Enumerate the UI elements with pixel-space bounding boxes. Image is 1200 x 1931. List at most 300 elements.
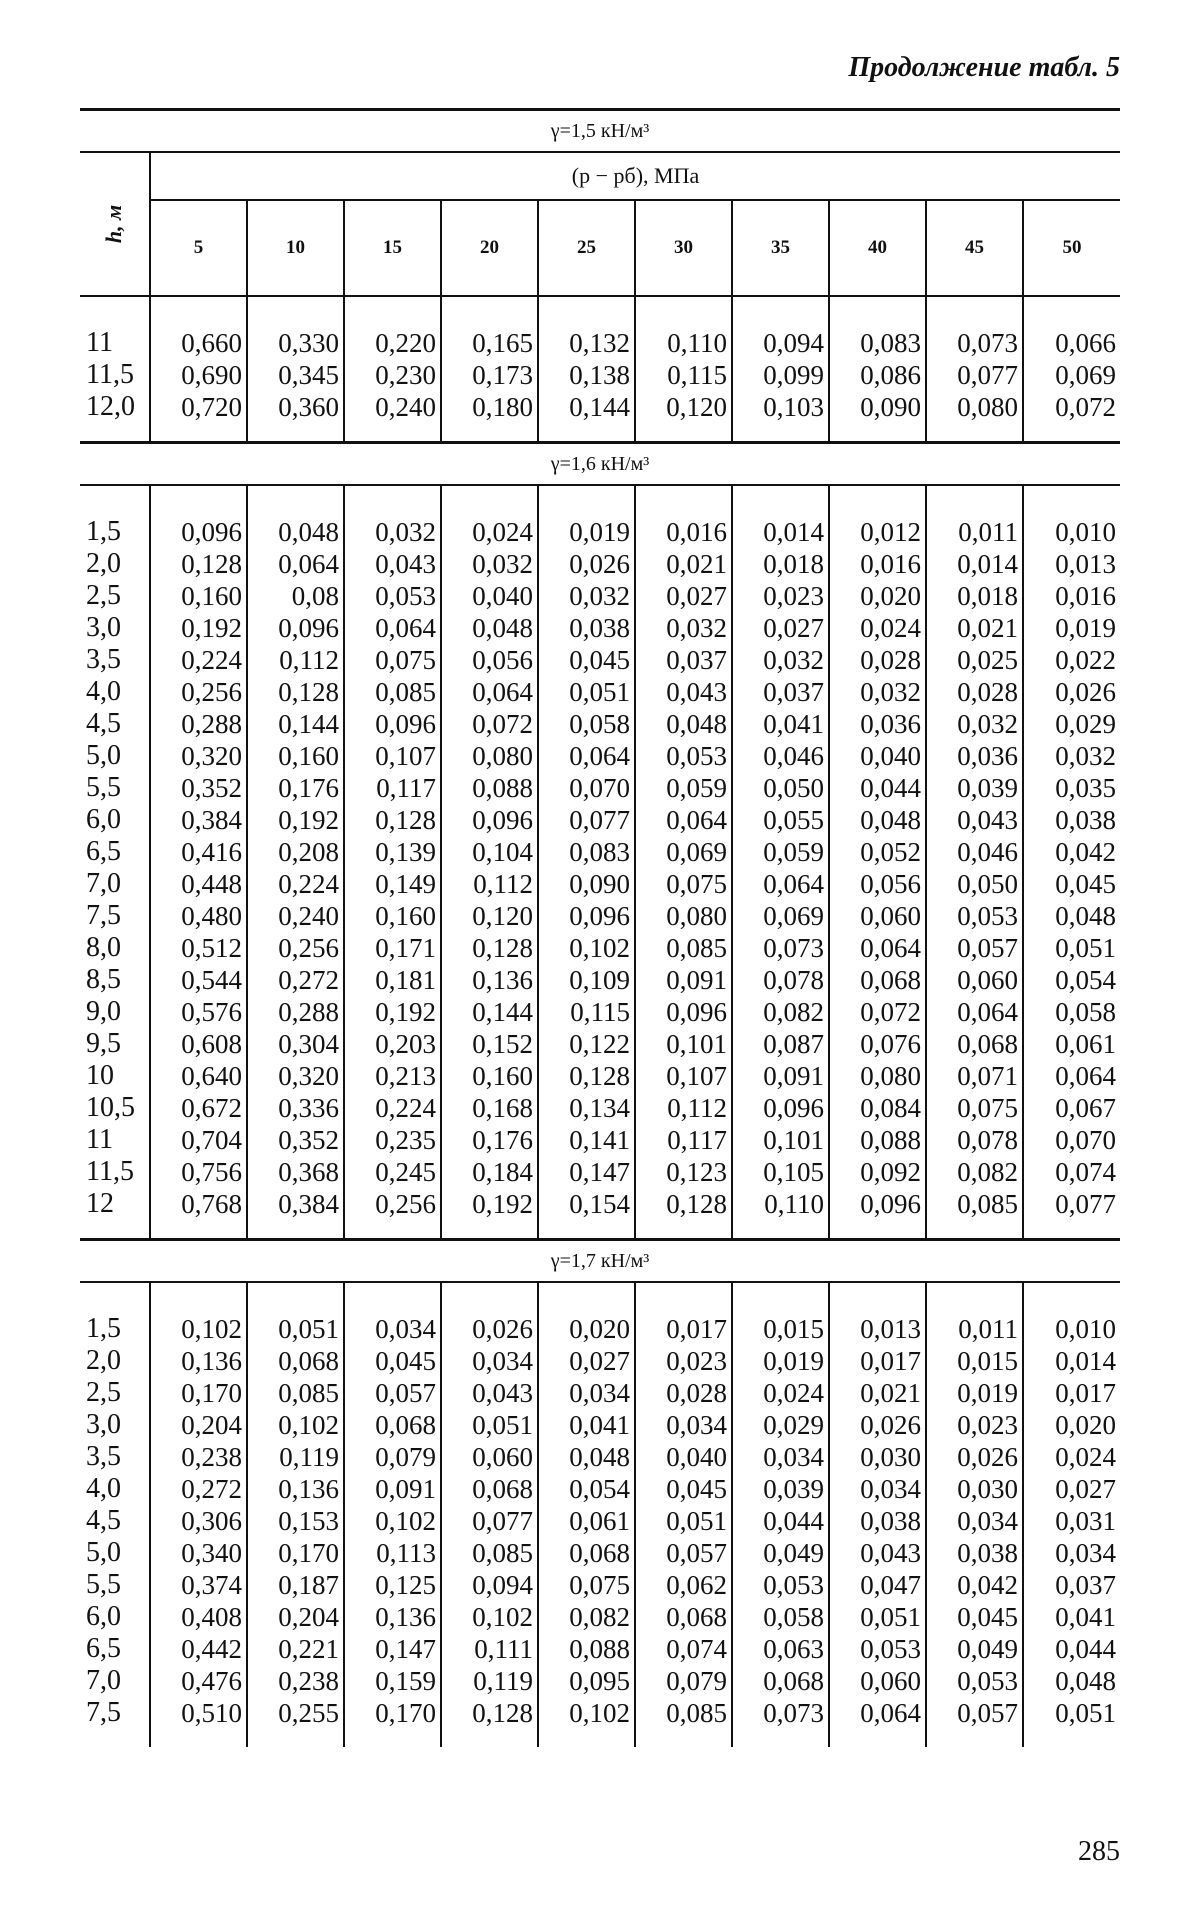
cell-value: 0,132 [538, 327, 635, 359]
cell-value: 0,032 [635, 612, 732, 644]
cell-value: 0,187 [247, 1569, 344, 1601]
cell-value: 0,448 [150, 868, 247, 900]
cell-value: 0,384 [247, 1188, 344, 1220]
cell-value: 0,608 [150, 1028, 247, 1060]
cell-value: 0,051 [247, 1313, 344, 1345]
cell-value: 0,068 [829, 964, 926, 996]
cell-value: 0,017 [635, 1313, 732, 1345]
row-h-value: 8,5 [86, 964, 121, 995]
cell-value: 0,756 [150, 1156, 247, 1188]
cell-value: 0,051 [441, 1409, 538, 1441]
table-row [80, 900, 1120, 932]
cell-value: 0,056 [829, 868, 926, 900]
cell-value: 0,084 [829, 1092, 926, 1124]
cell-value: 0,160 [247, 740, 344, 772]
cell-value: 0,026 [441, 1313, 538, 1345]
cell-value: 0,051 [538, 676, 635, 708]
row-h-value: 3,5 [86, 1441, 121, 1472]
cell-value: 0,064 [344, 612, 441, 644]
cell-value: 0,021 [635, 548, 732, 580]
cell-value: 0,099 [732, 359, 829, 391]
cell-value: 0,080 [441, 740, 538, 772]
row-h-value: 7,5 [86, 900, 121, 931]
cell-value: 0,208 [247, 836, 344, 868]
cell-value: 0,057 [926, 1697, 1023, 1729]
cell-value: 0,038 [1023, 804, 1120, 836]
cell-value: 0,069 [635, 836, 732, 868]
cell-value: 0,480 [150, 900, 247, 932]
cell-value: 0,152 [441, 1028, 538, 1060]
table-row [80, 1633, 1120, 1665]
cell-value: 0,053 [732, 1569, 829, 1601]
cell-value: 0,030 [926, 1473, 1023, 1505]
cell-value: 0,041 [732, 708, 829, 740]
table-row [80, 708, 1120, 740]
cell-value: 0,034 [344, 1313, 441, 1345]
row-h-value: 11,5 [86, 359, 134, 390]
cell-value: 0,012 [829, 516, 926, 548]
column-header: 5 [150, 200, 247, 296]
cell-value: 0,272 [150, 1473, 247, 1505]
cell-value: 0,240 [344, 391, 441, 423]
cell-value: 0,066 [1023, 327, 1120, 359]
cell-value: 0,018 [926, 580, 1023, 612]
table-row [80, 1601, 1120, 1633]
pressure-header: (p − pб), МПа [150, 152, 1120, 200]
cell-value: 0,034 [926, 1505, 1023, 1537]
cell-value: 0,096 [538, 900, 635, 932]
cell-value: 0,08 [247, 580, 344, 612]
cell-value: 0,037 [1023, 1569, 1120, 1601]
cell-value: 0,035 [1023, 772, 1120, 804]
cell-value: 0,340 [150, 1537, 247, 1569]
table-row [80, 1473, 1120, 1505]
cell-value: 0,077 [538, 804, 635, 836]
section-gamma-label: γ=1,6 кН/м³ [550, 453, 650, 475]
table-row [80, 1409, 1120, 1441]
cell-value: 0,019 [732, 1345, 829, 1377]
cell-value: 0,171 [344, 932, 441, 964]
cell-value: 0,053 [344, 580, 441, 612]
cell-value: 0,075 [538, 1569, 635, 1601]
cell-value: 0,144 [247, 708, 344, 740]
cell-value: 0,181 [344, 964, 441, 996]
row-h-value: 3,5 [86, 644, 121, 675]
cell-value: 0,078 [732, 964, 829, 996]
cell-value: 0,144 [538, 391, 635, 423]
cell-value: 0,021 [926, 612, 1023, 644]
table-row [80, 1441, 1120, 1473]
cell-value: 0,058 [1023, 996, 1120, 1028]
cell-value: 0,240 [247, 900, 344, 932]
cell-value: 0,068 [441, 1473, 538, 1505]
cell-value: 0,029 [732, 1409, 829, 1441]
cell-value: 0,238 [247, 1665, 344, 1697]
cell-value: 0,123 [635, 1156, 732, 1188]
cell-value: 0,136 [150, 1345, 247, 1377]
cell-value: 0,048 [635, 708, 732, 740]
cell-value: 0,079 [635, 1665, 732, 1697]
cell-value: 0,039 [926, 772, 1023, 804]
cell-value: 0,255 [247, 1697, 344, 1729]
cell-value: 0,032 [1023, 740, 1120, 772]
row-h-value: 2,0 [86, 1345, 121, 1376]
cell-value: 0,104 [441, 836, 538, 868]
cell-value: 0,235 [344, 1124, 441, 1156]
cell-value: 0,032 [926, 708, 1023, 740]
cell-value: 0,442 [150, 1633, 247, 1665]
cell-value: 0,192 [344, 996, 441, 1028]
cell-value: 0,055 [732, 804, 829, 836]
cell-value: 0,059 [732, 836, 829, 868]
cell-value: 0,119 [247, 1441, 344, 1473]
cell-value: 0,134 [538, 1092, 635, 1124]
cell-value: 0,045 [344, 1345, 441, 1377]
cell-value: 0,034 [538, 1377, 635, 1409]
cell-value: 0,408 [150, 1601, 247, 1633]
cell-value: 0,064 [441, 676, 538, 708]
cell-value: 0,352 [150, 772, 247, 804]
cell-value: 0,083 [829, 327, 926, 359]
cell-value: 0,107 [344, 740, 441, 772]
cell-value: 0,068 [538, 1537, 635, 1569]
cell-value: 0,043 [441, 1377, 538, 1409]
cell-value: 0,010 [1023, 516, 1120, 548]
cell-value: 0,059 [635, 772, 732, 804]
row-h-value: 12 [86, 1188, 114, 1219]
cell-value: 0,056 [441, 644, 538, 676]
cell-value: 0,013 [1023, 548, 1120, 580]
cell-value: 0,165 [441, 327, 538, 359]
cell-value: 0,221 [247, 1633, 344, 1665]
cell-value: 0,042 [926, 1569, 1023, 1601]
cell-value: 0,085 [635, 932, 732, 964]
cell-value: 0,110 [732, 1188, 829, 1220]
cell-value: 0,024 [829, 612, 926, 644]
section-gamma-label: γ=1,5 кН/м³ [550, 120, 650, 142]
table-row [80, 836, 1120, 868]
cell-value: 0,013 [829, 1313, 926, 1345]
cell-value: 0,064 [732, 868, 829, 900]
cell-value: 0,147 [344, 1633, 441, 1665]
cell-value: 0,120 [635, 391, 732, 423]
cell-value: 0,090 [829, 391, 926, 423]
row-h-value: 6,0 [86, 804, 121, 835]
cell-value: 0,040 [829, 740, 926, 772]
cell-value: 0,014 [732, 516, 829, 548]
cell-value: 0,082 [538, 1601, 635, 1633]
cell-value: 0,057 [344, 1377, 441, 1409]
row-label-text: h, м [101, 204, 127, 244]
cell-value: 0,128 [247, 676, 344, 708]
cell-value: 0,070 [1023, 1124, 1120, 1156]
cell-value: 0,020 [538, 1313, 635, 1345]
cell-value: 0,036 [926, 740, 1023, 772]
cell-value: 0,072 [829, 996, 926, 1028]
cell-value: 0,020 [1023, 1409, 1120, 1441]
cell-value: 0,026 [829, 1409, 926, 1441]
cell-value: 0,032 [732, 644, 829, 676]
row-h-value: 9,5 [86, 1028, 121, 1059]
cell-value: 0,043 [344, 548, 441, 580]
table-row [80, 548, 1120, 580]
cell-value: 0,051 [1023, 1697, 1120, 1729]
cell-value: 0,192 [150, 612, 247, 644]
row-h-value: 11 [86, 1124, 113, 1155]
page-number: 285 [1078, 1836, 1120, 1867]
cell-value: 0,170 [247, 1537, 344, 1569]
cell-value: 0,690 [150, 359, 247, 391]
table-row [80, 359, 1120, 391]
cell-value: 0,117 [344, 772, 441, 804]
cell-value: 0,045 [538, 644, 635, 676]
column-header: 50 [1023, 200, 1120, 296]
data-table [80, 151, 1120, 441]
cell-value: 0,112 [247, 644, 344, 676]
cell-value: 0,077 [1023, 1188, 1120, 1220]
cell-value: 0,064 [635, 804, 732, 836]
cell-value: 0,111 [441, 1633, 538, 1665]
cell-value: 0,272 [247, 964, 344, 996]
cell-value: 0,040 [635, 1441, 732, 1473]
cell-value: 0,064 [926, 996, 1023, 1028]
cell-value: 0,094 [441, 1569, 538, 1601]
data-table [80, 484, 1120, 1238]
cell-value: 0,085 [344, 676, 441, 708]
row-h-value: 2,5 [86, 1377, 121, 1408]
cell-value: 0,034 [732, 1441, 829, 1473]
cell-value: 0,416 [150, 836, 247, 868]
cell-value: 0,085 [247, 1377, 344, 1409]
row-h-value: 6,0 [86, 1601, 121, 1632]
cell-value: 0,023 [635, 1345, 732, 1377]
cell-value: 0,087 [732, 1028, 829, 1060]
cell-value: 0,044 [829, 772, 926, 804]
cell-value: 0,064 [829, 932, 926, 964]
cell-value: 0,043 [635, 676, 732, 708]
cell-value: 0,049 [926, 1633, 1023, 1665]
cell-value: 0,192 [247, 804, 344, 836]
cell-value: 0,256 [344, 1188, 441, 1220]
table-row [80, 1569, 1120, 1601]
cell-value: 0,160 [441, 1060, 538, 1092]
table-row [80, 1060, 1120, 1092]
cell-value: 0,119 [441, 1665, 538, 1697]
cell-value: 0,176 [441, 1124, 538, 1156]
cell-value: 0,107 [635, 1060, 732, 1092]
cell-value: 0,173 [441, 359, 538, 391]
cell-value: 0,017 [1023, 1377, 1120, 1409]
cell-value: 0,115 [635, 359, 732, 391]
cell-value: 0,038 [926, 1537, 1023, 1569]
cell-value: 0,032 [441, 548, 538, 580]
row-h-value: 12,0 [86, 391, 135, 422]
cell-value: 0,075 [926, 1092, 1023, 1124]
cell-value: 0,136 [344, 1601, 441, 1633]
cell-value: 0,138 [538, 359, 635, 391]
cell-value: 0,224 [247, 868, 344, 900]
cell-value: 0,245 [344, 1156, 441, 1188]
cell-value: 0,050 [732, 772, 829, 804]
cell-value: 0,039 [732, 1473, 829, 1505]
cell-value: 0,160 [150, 580, 247, 612]
cell-value: 0,024 [1023, 1441, 1120, 1473]
cell-value: 0,288 [150, 708, 247, 740]
cell-value: 0,068 [732, 1665, 829, 1697]
cell-value: 0,030 [829, 1441, 926, 1473]
cell-value: 0,102 [538, 932, 635, 964]
cell-value: 0,136 [441, 964, 538, 996]
cell-value: 0,120 [441, 900, 538, 932]
cell-value: 0,060 [829, 1665, 926, 1697]
cell-value: 0,060 [441, 1441, 538, 1473]
column-header: 40 [829, 200, 926, 296]
cell-value: 0,024 [732, 1377, 829, 1409]
cell-value: 0,083 [538, 836, 635, 868]
cell-value: 0,720 [150, 391, 247, 423]
row-h-value: 3,0 [86, 1409, 121, 1440]
cell-value: 0,032 [344, 516, 441, 548]
cell-value: 0,672 [150, 1092, 247, 1124]
cell-value: 0,037 [732, 676, 829, 708]
table-row [80, 740, 1120, 772]
cell-value: 0,034 [441, 1345, 538, 1377]
cell-value: 0,110 [635, 327, 732, 359]
cell-value: 0,046 [732, 740, 829, 772]
row-h-value: 5,0 [86, 740, 121, 771]
cell-value: 0,512 [150, 932, 247, 964]
cell-value: 0,704 [150, 1124, 247, 1156]
cell-value: 0,071 [926, 1060, 1023, 1092]
cell-value: 0,054 [538, 1473, 635, 1505]
column-header: 15 [344, 200, 441, 296]
cell-value: 0,015 [926, 1345, 1023, 1377]
column-header: 20 [441, 200, 538, 296]
cell-value: 0,041 [538, 1409, 635, 1441]
cell-value: 0,026 [538, 548, 635, 580]
cell-value: 0,091 [635, 964, 732, 996]
cell-value: 0,080 [926, 391, 1023, 423]
cell-value: 0,057 [635, 1537, 732, 1569]
cell-value: 0,224 [344, 1092, 441, 1124]
cell-value: 0,016 [635, 516, 732, 548]
row-h-value: 9,0 [86, 996, 121, 1027]
row-h-value: 4,5 [86, 1505, 121, 1536]
cell-value: 0,220 [344, 327, 441, 359]
row-h-value: 11,5 [86, 1156, 134, 1187]
table-row [80, 1377, 1120, 1409]
cell-value: 0,102 [344, 1505, 441, 1537]
cell-value: 0,149 [344, 868, 441, 900]
table-sections [80, 108, 1120, 1747]
page [80, 40, 1120, 1747]
table-row [80, 932, 1120, 964]
cell-value: 0,091 [732, 1060, 829, 1092]
cell-value: 0,238 [150, 1441, 247, 1473]
cell-value: 0,027 [1023, 1473, 1120, 1505]
cell-value: 0,139 [344, 836, 441, 868]
cell-value: 0,031 [1023, 1505, 1120, 1537]
cell-value: 0,057 [926, 932, 1023, 964]
cell-value: 0,040 [441, 580, 538, 612]
cell-value: 0,080 [829, 1060, 926, 1092]
cell-value: 0,069 [732, 900, 829, 932]
table-row [80, 676, 1120, 708]
cell-value: 0,045 [926, 1601, 1023, 1633]
cell-value: 0,026 [926, 1441, 1023, 1473]
cell-value: 0,028 [635, 1377, 732, 1409]
cell-value: 0,069 [1023, 359, 1120, 391]
cell-value: 0,053 [926, 1665, 1023, 1697]
cell-value: 0,224 [150, 644, 247, 676]
cell-value: 0,090 [538, 868, 635, 900]
cell-value: 0,043 [926, 804, 1023, 836]
cell-value: 0,096 [247, 612, 344, 644]
row-h-value: 7,0 [86, 868, 121, 899]
cell-value: 0,095 [538, 1665, 635, 1697]
cell-value: 0,085 [926, 1188, 1023, 1220]
cell-value: 0,091 [344, 1473, 441, 1505]
table-row [80, 1156, 1120, 1188]
cell-value: 0,019 [1023, 612, 1120, 644]
row-h-value: 4,0 [86, 676, 121, 707]
cell-value: 0,256 [150, 676, 247, 708]
row-h-value: 4,5 [86, 708, 121, 739]
cell-value: 0,026 [1023, 676, 1120, 708]
cell-value: 0,022 [1023, 644, 1120, 676]
data-table [80, 1281, 1120, 1747]
table-row [80, 644, 1120, 676]
cell-value: 0,028 [829, 644, 926, 676]
cell-value: 0,192 [441, 1188, 538, 1220]
cell-value: 0,050 [926, 868, 1023, 900]
cell-value: 0,088 [829, 1124, 926, 1156]
cell-value: 0,079 [344, 1441, 441, 1473]
cell-value: 0,510 [150, 1697, 247, 1729]
cell-value: 0,060 [829, 900, 926, 932]
cell-value: 0,047 [829, 1569, 926, 1601]
section-gamma-label: γ=1,7 кН/м³ [550, 1250, 650, 1272]
cell-value: 0,072 [441, 708, 538, 740]
cell-value: 0,046 [926, 836, 1023, 868]
cell-value: 0,101 [635, 1028, 732, 1060]
cell-value: 0,103 [732, 391, 829, 423]
cell-value: 0,136 [247, 1473, 344, 1505]
table-row [80, 1345, 1120, 1377]
table-row [80, 1697, 1120, 1729]
cell-value: 0,170 [150, 1377, 247, 1409]
cell-value: 0,016 [1023, 580, 1120, 612]
table-row [80, 1092, 1120, 1124]
row-h-value: 3,0 [86, 612, 121, 643]
cell-value: 0,010 [1023, 1313, 1120, 1345]
cell-value: 0,024 [441, 516, 538, 548]
cell-value: 0,074 [635, 1633, 732, 1665]
cell-value: 0,054 [1023, 964, 1120, 996]
row-h-value: 4,0 [86, 1473, 121, 1504]
cell-value: 0,102 [150, 1313, 247, 1345]
cell-value: 0,092 [829, 1156, 926, 1188]
row-h-value: 1,5 [86, 516, 121, 547]
cell-value: 0,077 [926, 359, 1023, 391]
cell-value: 0,062 [635, 1569, 732, 1601]
cell-value: 0,034 [829, 1473, 926, 1505]
cell-value: 0,073 [732, 1697, 829, 1729]
cell-value: 0,768 [150, 1188, 247, 1220]
cell-value: 0,027 [635, 580, 732, 612]
cell-value: 0,345 [247, 359, 344, 391]
continuation-caption: Продолжение табл. 5 [848, 52, 1120, 83]
